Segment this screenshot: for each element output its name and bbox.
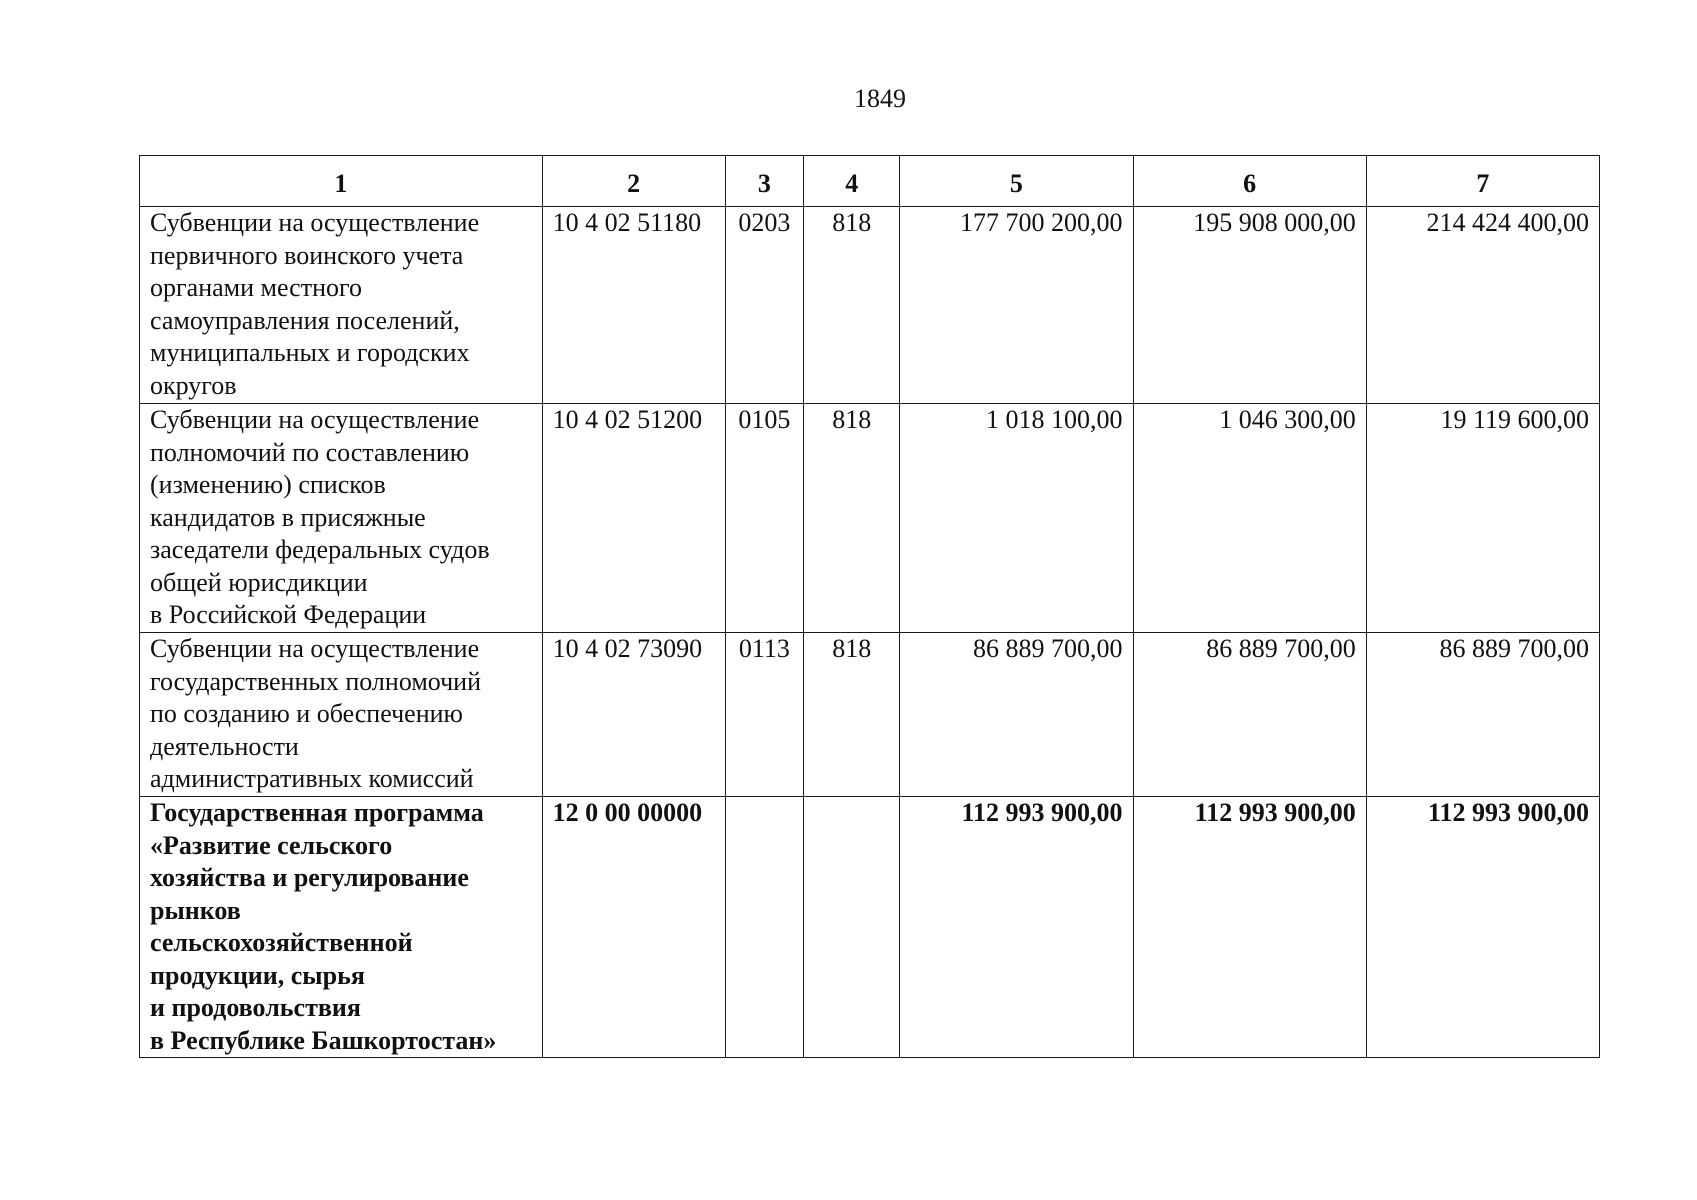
amount-col-5: 112 993 900,00	[900, 797, 1133, 1058]
section-code	[725, 797, 803, 1058]
item-name-line: государственных полномочий	[150, 666, 482, 696]
program-name-line: «Развитие сельского	[150, 830, 393, 860]
item-name-line: кандидатов в присяжные	[150, 502, 426, 532]
program-name-line: и продовольствия	[150, 993, 361, 1022]
item-name-cell	[140, 633, 543, 797]
table-header	[140, 156, 1600, 207]
target-article-code: 10 4 02 51180	[542, 207, 725, 404]
amount-col-5: 177 700 200,00	[900, 207, 1133, 404]
program-name-line: в Республике Башкортостан»	[150, 1025, 497, 1055]
item-name-line: заседатели федеральных судов	[150, 535, 490, 564]
target-article-code: 12 0 00 00000	[542, 797, 725, 1058]
ministry-code: 818	[804, 633, 900, 797]
target-article-code: 10 4 02 73090	[542, 633, 725, 797]
item-name-line: Субвенции на осуществление	[150, 634, 480, 663]
program-name-line: Государственная программа	[150, 798, 484, 827]
ministry-code: 818	[804, 404, 900, 633]
program-name-line: продукции, сырья	[150, 960, 365, 990]
amount-col-7: 19 119 600,00	[1366, 404, 1599, 633]
amount-col-7: 86 889 700,00	[1366, 633, 1599, 797]
column-header-5: 5	[900, 156, 1133, 207]
column-header-1: 1	[140, 156, 543, 207]
amount-col-7: 214 424 400,00	[1366, 207, 1599, 404]
header-row	[140, 156, 1600, 207]
item-name-line: органами местного	[150, 273, 362, 302]
item-name-line: Субвенции на осуществление	[150, 208, 480, 237]
amount-col-7: 112 993 900,00	[1366, 797, 1599, 1058]
column-header-7: 7	[1366, 156, 1599, 207]
section-code: 0113	[725, 633, 803, 797]
program-name-line: сельскохозяйственной	[150, 928, 413, 957]
budget-table	[139, 155, 1600, 1058]
column-header-2: 2	[542, 156, 725, 207]
table-row-program-total	[140, 797, 1600, 1058]
program-name-cell	[140, 797, 543, 1058]
program-name-line: хозяйства и регулирование	[150, 863, 469, 892]
item-name-line: муниципальных и городских	[150, 338, 470, 367]
item-name-cell	[140, 404, 543, 633]
target-article-code: 10 4 02 51200	[542, 404, 725, 633]
ministry-code	[804, 797, 900, 1058]
page-number: 1849	[854, 84, 906, 113]
table-body	[140, 207, 1600, 1058]
section-code: 0203	[725, 207, 803, 404]
table-row	[140, 207, 1600, 404]
amount-col-5: 1 018 100,00	[900, 404, 1133, 633]
item-name-line: Субвенции на осуществление	[150, 405, 480, 434]
amount-col-6: 86 889 700,00	[1133, 633, 1366, 797]
table-row	[140, 404, 1600, 633]
ministry-code: 818	[804, 207, 900, 404]
item-name-line: (изменению) списков	[150, 470, 386, 499]
table-row	[140, 633, 1600, 797]
item-name-line: в Российской Федерации	[150, 600, 427, 629]
item-name-line: полномочий по составлению	[150, 437, 470, 467]
column-header-3: 3	[725, 156, 803, 207]
program-name-line: рынков	[150, 895, 241, 925]
amount-col-6: 195 908 000,00	[1133, 207, 1366, 404]
item-name-line: самоуправления поселений,	[150, 305, 460, 335]
item-name-cell	[140, 207, 543, 404]
amount-col-6: 112 993 900,00	[1133, 797, 1366, 1058]
item-name-line: первичного воинского учета	[150, 240, 464, 270]
column-header-6: 6	[1133, 156, 1366, 207]
item-name-line: деятельности	[150, 731, 299, 761]
section-code: 0105	[725, 404, 803, 633]
amount-col-6: 1 046 300,00	[1133, 404, 1366, 633]
item-name-line: округов	[150, 370, 237, 400]
column-header-4: 4	[804, 156, 900, 207]
item-name-line: общей юрисдикции	[150, 567, 368, 597]
item-name-line: административных комиссий	[150, 764, 474, 793]
item-name-line: по созданию и обеспечению	[150, 699, 463, 728]
amount-col-5: 86 889 700,00	[900, 633, 1133, 797]
